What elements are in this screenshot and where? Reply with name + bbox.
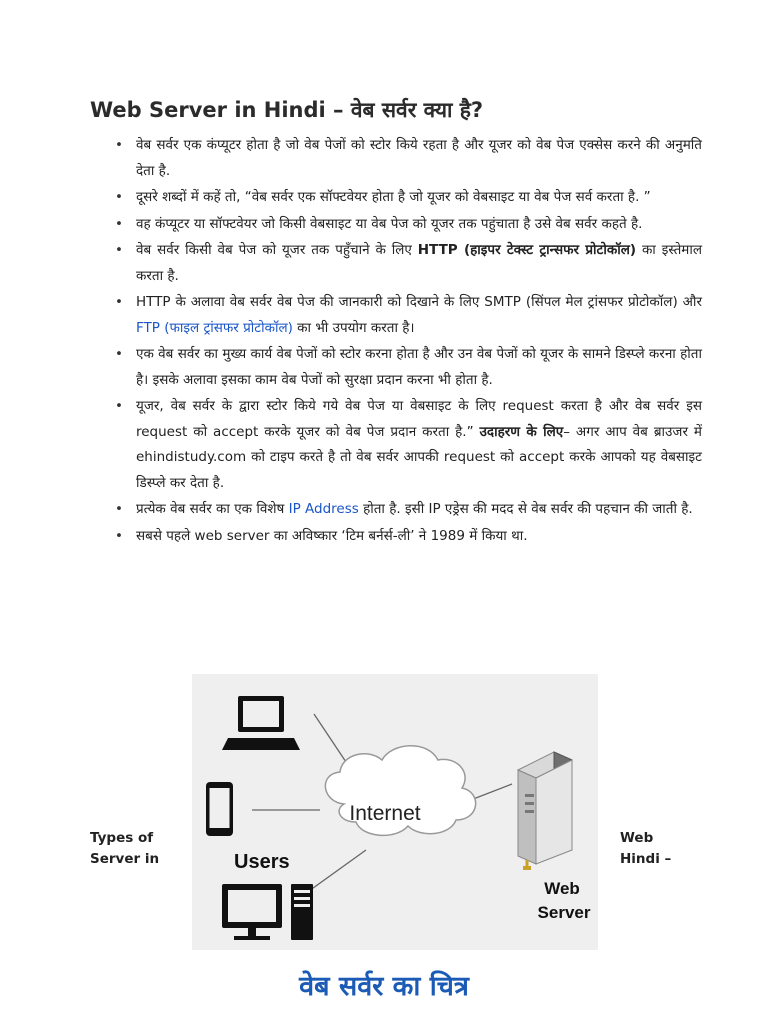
desktop-icon [222,884,313,940]
right-side-caption [620,828,671,870]
laptop-icon [222,696,300,750]
bullet-text: एक वेब सर्वर का मुख्य कार्य वेब पेजों को स्टोर करना होता है और उन वेब पेजों को यूजर के सामने डिस्प्ले करना होता है। इसके अलावा इसका काम वेब पेजों को सुरक्षा प्रदान करना भी होता है. [136,346,702,388]
caption-line: Hindi – [620,851,672,867]
internet-label: Internet [349,802,421,825]
bullet-text: वेब सर्वर एक कंप्यूटर होता है जो वेब पेजों को स्टोर किये रहता है और यूजर को वेब पेज एक्सेस करने की अनुमति देता है. [136,137,702,179]
phone-icon [206,782,233,836]
bullet-text: यूजर, वेब सर्वर के द्वारा स्टोर किये गये वेब पेज या वेबसाइट के लिए request करता है और वेब सर्वर इस request को accept करके यूजर को वेब पेज प्रदान करता है.” [136,398,702,440]
bullet-text: सबसे पहले web server का अविष्कार ‘टिम बर्नर्स-ली’ ने 1989 में किया था. [136,527,528,544]
caption-line: Web [620,830,654,846]
caption-line: Server in [90,851,160,867]
server-label-line1: Web [544,879,580,898]
ip-address-link[interactable]: IP Address [288,501,359,517]
list-item [136,212,702,238]
ftp-link[interactable]: FTP (फाइल ट्रांसफर प्रोटोकॉल) [136,319,293,336]
example-bold-term: उदाहरण के लिए [479,423,564,440]
bullet-text: का इस्तेमाल करता है. [136,242,702,284]
bullet-text: दूसरे शब्दों में कहें तो, “वेब सर्वर एक सॉफ्टवेयर होता है जो यूजर को वेबसाइट या वेब पेज सर्व करता है. ” [136,189,651,205]
bullet-text: प्रत्येक वेब सर्वर का एक विशेष [136,501,289,517]
list-item [136,133,702,184]
bullet-text: – अगर आप वेब ब्राउजर में ehindistudy.com को टाइप करते है तो वेब सर्वर आपकी request को accept करके आपको यह वेबसाइट डिस्प्ले कर देता है. [136,423,702,491]
bullet-list [112,133,702,550]
list-item [136,524,702,550]
diagram-svg [192,674,598,950]
users-label: Users [234,851,290,873]
list-item [136,394,702,496]
figure-caption: वेब सर्वर का चित्र [299,971,469,1002]
server-label-line2: Server [537,903,591,922]
list-item [136,290,702,341]
http-bold-term: HTTP (हाइपर टेक्स्ट ट्रान्सफर प्रोटोकॉल) [417,242,637,258]
caption-line: Types of [90,830,154,846]
left-side-caption [90,828,159,870]
bullet-text: का भी उपयोग करता है। [292,319,415,336]
bullet-text: वेब सर्वर किसी वेब पेज को यूजर तक पहुँचाने के लिए [136,242,418,258]
bullet-text: वह कंप्यूटर या सॉफ्टवेयर जो किसी वेबसाइट या वेब पेज को यूजर तक पहुंचाता है उसे वेब सर्वर कहते है. [136,215,643,232]
server-icon [518,752,572,870]
list-item [136,342,702,393]
bullet-text: होता है. इसी IP एड्रेस की मदद से वेब सर्वर की पहचान की जाती है. [358,501,693,517]
page-title: Web Server in Hindi – वेब सर्वर क्या है? [90,98,484,122]
list-item [136,185,702,211]
list-item [136,497,702,523]
web-server-diagram [192,674,598,950]
bullet-text: HTTP के अलावा वेब सर्वर वेब पेज की जानकारी को दिखाने के लिए SMTP (सिंपल मेल ट्रांसफर प्रोटोकॉल) और [136,294,702,310]
list-item [136,238,702,289]
